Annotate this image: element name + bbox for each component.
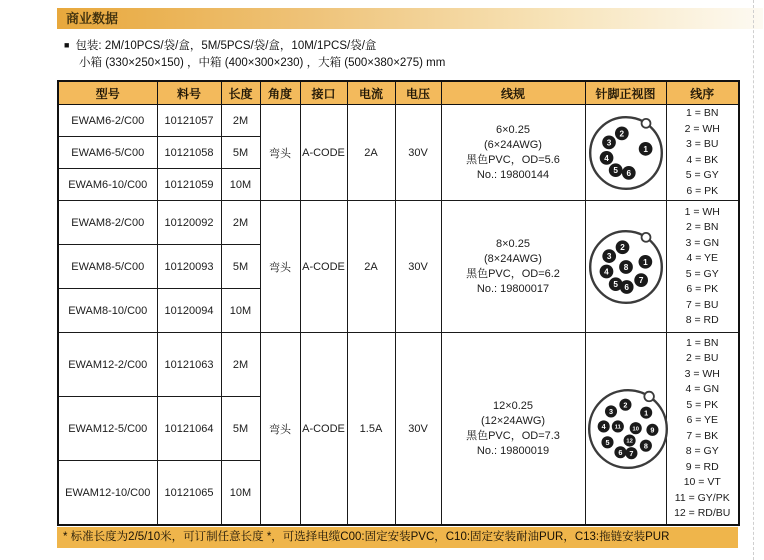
table-row bbox=[58, 201, 739, 245]
packaging-line1 bbox=[64, 37, 445, 55]
wire-order-line: 10 = VT bbox=[683, 476, 721, 488]
svg-text:12: 12 bbox=[625, 438, 633, 445]
interface-cell: A-CODE bbox=[300, 105, 347, 201]
wire-spec-line: (8×24AWG) bbox=[484, 252, 542, 265]
column-header-9: 线序 bbox=[666, 81, 739, 105]
product-table bbox=[57, 80, 740, 526]
wire-order-line: 6 = PK bbox=[686, 283, 719, 295]
interface-cell: A-CODE bbox=[300, 201, 347, 333]
section-title-bar bbox=[57, 8, 763, 29]
model-cell: EWAM8-2/C00 bbox=[58, 201, 157, 245]
packaging-line2: 小箱 (330×250×150) ，中箱 (400×300×230) ，大箱 (500×380×275) mm bbox=[79, 57, 446, 69]
current-cell: 1.5A bbox=[347, 333, 395, 526]
connector-pin-view-icon bbox=[587, 228, 665, 306]
wire-order-line: 6 = PK bbox=[686, 184, 719, 197]
table-row bbox=[58, 333, 739, 397]
part-number-cell: 10121063 bbox=[157, 333, 221, 397]
section-title: 商业数据 bbox=[66, 11, 119, 26]
part-number-cell: 10120093 bbox=[157, 245, 221, 289]
length-cell: 10M bbox=[221, 461, 260, 526]
table-head bbox=[58, 81, 739, 105]
svg-text:4: 4 bbox=[603, 153, 609, 163]
wire-order-line: 5 = PK bbox=[686, 398, 719, 411]
wire-spec-line: 12×0.25 bbox=[492, 399, 534, 412]
svg-text:3: 3 bbox=[606, 137, 611, 147]
svg-text:6: 6 bbox=[617, 447, 622, 457]
wire-order-line: 3 = BU bbox=[686, 138, 719, 150]
wire-order-line: 2 = WH bbox=[684, 122, 720, 135]
wire-spec-line: 8×0.25 bbox=[496, 237, 530, 250]
pin-view-cell bbox=[585, 105, 666, 201]
wire-order-line: 1 = BN bbox=[686, 336, 719, 349]
pin-view-cell bbox=[585, 333, 666, 526]
length-cell: 2M bbox=[221, 201, 260, 245]
column-header-4: 接口 bbox=[300, 81, 347, 105]
svg-text:8: 8 bbox=[623, 262, 628, 272]
svg-text:7: 7 bbox=[628, 448, 633, 458]
wire-spec-line: No.: 19800019 bbox=[476, 444, 550, 457]
part-number-cell: 10120092 bbox=[157, 201, 221, 245]
wire-order-line: 8 = GY bbox=[685, 445, 719, 457]
voltage-cell: 30V bbox=[395, 105, 441, 201]
length-cell: 5M bbox=[221, 397, 260, 461]
wire-spec-cell bbox=[441, 201, 585, 333]
wire-order-line: 9 = RD bbox=[685, 460, 719, 473]
svg-text:5: 5 bbox=[612, 165, 618, 175]
voltage-cell: 30V bbox=[395, 333, 441, 526]
wire-order-line: 3 = GN bbox=[685, 236, 720, 249]
svg-text:8: 8 bbox=[643, 440, 648, 450]
wire-order-line: 11 = GY/PK bbox=[674, 491, 730, 504]
wire-spec-line: No.: 19800017 bbox=[476, 282, 550, 295]
part-number-cell: 10121065 bbox=[157, 461, 221, 526]
svg-text:6: 6 bbox=[623, 282, 629, 292]
svg-text:2: 2 bbox=[619, 242, 625, 252]
current-cell: 2A bbox=[347, 105, 395, 201]
wire-order-cell bbox=[666, 333, 739, 526]
part-number-cell: 10121064 bbox=[157, 397, 221, 461]
column-header-2: 长度 bbox=[221, 81, 260, 105]
svg-text:2: 2 bbox=[619, 128, 624, 138]
angle-cell: 弯头 bbox=[260, 105, 300, 201]
part-number-cell: 10120094 bbox=[157, 289, 221, 333]
wire-order-line: 1 = WH bbox=[684, 205, 720, 218]
current-cell: 2A bbox=[347, 201, 395, 333]
angle-cell: 弯头 bbox=[260, 201, 300, 333]
model-cell: EWAM6-5/C00 bbox=[58, 137, 157, 169]
wire-spec-cell bbox=[441, 333, 585, 526]
svg-text:3: 3 bbox=[606, 251, 611, 261]
pin-view-cell bbox=[585, 201, 666, 333]
length-cell: 5M bbox=[221, 245, 260, 289]
wire-order-line: 12 = RD/BU bbox=[674, 507, 731, 519]
wire-order-line: 3 = WH bbox=[684, 367, 720, 380]
part-number-cell: 10121059 bbox=[157, 169, 221, 201]
wire-order-line: 7 = BU bbox=[686, 298, 719, 311]
column-header-8: 针脚正视图 bbox=[585, 81, 666, 105]
column-header-6: 电压 bbox=[395, 81, 441, 105]
length-cell: 2M bbox=[221, 333, 260, 397]
wire-order-line: 2 = BN bbox=[686, 221, 719, 233]
model-cell: EWAM6-2/C00 bbox=[58, 105, 157, 137]
svg-text:2: 2 bbox=[622, 399, 627, 409]
part-number-cell: 10121058 bbox=[157, 137, 221, 169]
model-cell: EWAM12-10/C00 bbox=[58, 461, 157, 526]
table-body bbox=[58, 105, 739, 526]
svg-text:6: 6 bbox=[626, 168, 631, 178]
column-header-0: 型号 bbox=[58, 81, 157, 105]
length-cell: 5M bbox=[221, 137, 260, 169]
model-cell: EWAM8-10/C00 bbox=[58, 289, 157, 333]
wire-order-line: 7 = BK bbox=[686, 429, 719, 442]
model-cell: EWAM12-2/C00 bbox=[58, 333, 157, 397]
length-cell: 10M bbox=[221, 289, 260, 333]
angle-cell: 弯头 bbox=[260, 333, 300, 526]
interface-cell: A-CODE bbox=[300, 333, 347, 526]
svg-text:9: 9 bbox=[649, 424, 654, 434]
wire-order-line: 2 = BU bbox=[686, 352, 719, 364]
svg-text:4: 4 bbox=[603, 266, 609, 276]
packaging-line1-text: 包装: 2M/10PCS/袋/盒，5M/5PCS/袋/盒，10M/1PCS/袋/盒 bbox=[75, 40, 377, 52]
wire-spec-line: 黑色PVC，OD=7.3 bbox=[466, 429, 560, 442]
model-cell: EWAM8-5/C00 bbox=[58, 245, 157, 289]
svg-text:7: 7 bbox=[638, 275, 643, 285]
svg-text:5: 5 bbox=[604, 437, 610, 447]
footnote-bar: * 标准长度为2/5/10米，可订制任意长度 *，可选择电缆C00:固定安装PVC，C10:固定安装耐油PUR，C13:拖链安装PUR bbox=[57, 527, 738, 548]
wire-spec-line: 6×0.25 bbox=[496, 123, 530, 136]
wire-order-line: 8 = RD bbox=[685, 314, 719, 326]
length-cell: 10M bbox=[221, 169, 260, 201]
part-number-cell: 10121057 bbox=[157, 105, 221, 137]
svg-text:10: 10 bbox=[632, 425, 639, 432]
model-cell: EWAM6-10/C00 bbox=[58, 169, 157, 201]
bullet-square-icon: ■ bbox=[64, 40, 70, 50]
wire-order-cell bbox=[666, 105, 739, 201]
wire-order-line: 5 = GY bbox=[685, 267, 719, 280]
svg-text:1: 1 bbox=[642, 257, 648, 267]
wire-spec-line: (12×24AWG) bbox=[480, 414, 546, 427]
wire-order-line: 4 = GN bbox=[685, 383, 720, 395]
svg-text:1: 1 bbox=[643, 407, 648, 417]
page-edge-dashed-line bbox=[753, 0, 754, 560]
column-header-1: 料号 bbox=[157, 81, 221, 105]
wire-spec-cell bbox=[441, 105, 585, 201]
wire-order-line: 4 = YE bbox=[686, 252, 719, 264]
model-cell: EWAM12-5/C00 bbox=[58, 397, 157, 461]
svg-text:3: 3 bbox=[608, 406, 613, 416]
svg-text:11: 11 bbox=[614, 424, 621, 431]
wire-spec-line: No.: 19800144 bbox=[476, 168, 550, 181]
wire-order-line: 1 = BN bbox=[686, 107, 719, 119]
wire-spec-line: 黑色PVC，OD=5.6 bbox=[466, 153, 560, 166]
wire-spec-line: 黑色PVC，OD=6.2 bbox=[466, 267, 560, 280]
length-cell: 2M bbox=[221, 105, 260, 137]
wire-order-line: 5 = GY bbox=[685, 169, 719, 181]
column-header-3: 角度 bbox=[260, 81, 300, 105]
column-header-7: 线规 bbox=[441, 81, 585, 105]
wire-order-line: 4 = BK bbox=[686, 153, 719, 166]
packaging-info bbox=[64, 37, 445, 72]
connector-pin-view-icon bbox=[586, 387, 670, 471]
column-header-5: 电流 bbox=[347, 81, 395, 105]
connector-pin-view-icon bbox=[587, 114, 665, 192]
wire-order-line: 6 = YE bbox=[686, 414, 719, 426]
wire-order-cell bbox=[666, 201, 739, 333]
svg-text:5: 5 bbox=[612, 279, 618, 289]
svg-text:4: 4 bbox=[601, 421, 606, 431]
voltage-cell: 30V bbox=[395, 201, 441, 333]
svg-text:1: 1 bbox=[642, 144, 648, 154]
wire-spec-line: (6×24AWG) bbox=[484, 138, 542, 151]
table-row bbox=[58, 105, 739, 137]
